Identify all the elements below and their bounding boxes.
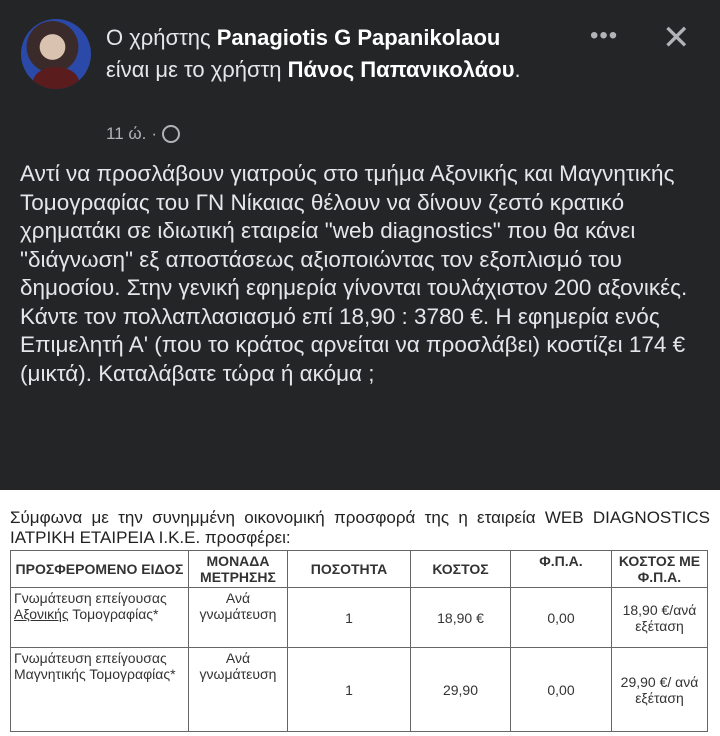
vat-cell: 0,00: [511, 648, 612, 732]
vat-cell: 0,00: [511, 588, 612, 648]
qty-cell: 1: [288, 648, 411, 732]
qty-cell: 1: [288, 588, 411, 648]
total-cell: 29,90 €/ ανά εξέταση: [612, 648, 708, 732]
header-prefix: Ο χρήστης: [106, 25, 217, 50]
header-middle: είναι με το χρήστη: [106, 57, 288, 82]
col-header: ΜΟΝΑΔΑ ΜΕΤΡΗΣΗΣ: [189, 551, 288, 588]
separator: ·: [151, 124, 158, 143]
author-link[interactable]: Panagiotis G Papanikolaou: [216, 25, 501, 50]
close-button[interactable]: ✕: [662, 19, 691, 57]
table-row: [11, 588, 708, 648]
offer-table: [10, 550, 708, 732]
table-header-row: [11, 551, 708, 588]
post-header: [106, 22, 576, 86]
total-cell: 18,90 €/ανά εξέταση: [612, 588, 708, 648]
unit-cell: Ανά γνωμάτευση: [189, 648, 288, 732]
col-header: Φ.Π.Α.: [511, 551, 612, 588]
avatar[interactable]: [21, 19, 91, 89]
post-meta: [106, 124, 180, 144]
item-underlined: Αξονικής: [14, 606, 69, 622]
col-header: ΠΡΟΣΦΕΡΟΜΕΝΟ ΕΙΔΟΣ: [11, 551, 189, 588]
tagged-user-link[interactable]: Πάνος Παπανικολάου: [287, 57, 515, 82]
attached-document-image[interactable]: [0, 490, 720, 736]
document-intro: Σύμφωνα με την συνημμένη οικονομική προσφορά της η εταιρεία WEB DIAGNOSTICS ΙΑΤΡΙΚΗ ΕΤΑΙΡΕΙΑ Ι.Κ.Ε. προσφέρει:: [10, 508, 710, 547]
col-header: ΠΟΣΟΤΗΤΑ: [288, 551, 411, 588]
more-options-button[interactable]: •••: [590, 22, 619, 49]
post-text: Αντί να προσλάβουν γιατρούς στο τμήμα Αξονικής και Μαγνητικής Τομογραφίας του ΓΝ Νίκαιας θέλουν να δίνουν ζεστό κρατικό χρηματάκι σε ιδιωτική εταιρεία "web diagnostics" που θα κάνει "διάγνωση" εξ αποστάσεως αξιοποιώντας τον εξοπλισμό του δημοσίου. Στην γενική εφημερία γίνονται τουλάχιστον 200 αξονικές. Κάντε τον πολλαπλασιασμό επί 18,90 : 3780 €. Η εφημερία ενός Επιμελητή Α' (που το κράτος αρνείται να προσλάβει) κοστίζει 174 € (μικτά). Καταλάβατε τώρα ή ακόμα ;: [20, 161, 688, 386]
post-time[interactable]: 11 ώ.: [106, 124, 147, 143]
item-cell: [11, 588, 189, 648]
cost-cell: 18,90 €: [411, 588, 511, 648]
item-text: Τομογραφίας*: [68, 606, 159, 622]
globe-icon: [162, 125, 180, 143]
header-suffix: .: [514, 57, 521, 82]
table-row: [11, 648, 708, 732]
item-cell: Γνωμάτευση επείγουσας Μαγνητικής Τομογραφίας*: [11, 648, 189, 732]
item-text: Γνωμάτευση επείγουσας: [14, 590, 167, 606]
col-header: ΚΟΣΤΟΣ: [411, 551, 511, 588]
unit-cell: Ανά γνωμάτευση: [189, 588, 288, 648]
col-header: ΚΟΣΤΟΣ ΜΕ Φ.Π.Α.: [612, 551, 708, 588]
cost-cell: 29,90: [411, 648, 511, 732]
